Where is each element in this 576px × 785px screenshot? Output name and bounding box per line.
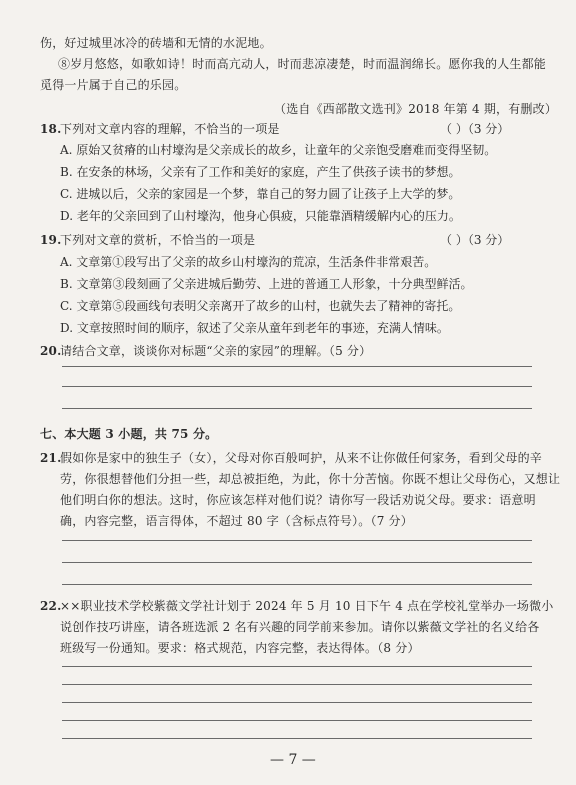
q19-number: 19. [40, 233, 62, 247]
q22-answer-line[interactable] [62, 666, 532, 667]
page-number: — 7 — [270, 752, 316, 768]
passage-line-2: ⑧岁月悠悠，如歌如诗！时而高亢动人，时而悲凉凄楚，时而温润绵长。愿你我的人生都能 [58, 57, 547, 71]
passage-line-1: 伤，好过城里冰冷的砖墙和无情的水泥地。 [40, 36, 272, 50]
q18-stem: 下列对文章内容的理解，不恰当的一项是 [60, 122, 280, 136]
passage-line-3: 觅得一片属于自己的乐园。 [40, 78, 187, 92]
section-7-title: 七、本大题 3 小题，共 75 分。 [40, 427, 218, 441]
q21-line-3: 他们明白你的想法。这时，你应该怎样对他们说？请你写一段话劝说父母。要求：语意明 [60, 493, 536, 507]
q19-option-c: C. 文章第⑤段画线句表明父亲离开了故乡的山村，也就失去了精神的寄托。 [60, 299, 461, 313]
q22-line-3: 班级写一份通知。要求：格式规范，内容完整，表达得体。（8 分） [60, 641, 420, 655]
q21-number: 21. [40, 451, 62, 465]
q21-line-1: 假如你是家中的独生子（女），父母对你百般呵护，从来不让你做任何家务，看到父母的辛 [60, 451, 543, 465]
q22-answer-line[interactable] [62, 738, 532, 739]
q22-answer-line[interactable] [62, 720, 532, 721]
q21-line-2: 劳，你很想替他们分担一些，却总被拒绝，为此，你十分苦恼。你既不想让父母伤心，又想让 [60, 472, 561, 486]
q20-answer-line[interactable] [62, 366, 532, 367]
q20-stem: 请结合文章，谈谈你对标题“父亲的家园”的理解。（5 分） [60, 344, 372, 358]
q18-option-d: D. 老年的父亲回到了山村壕沟，他身心俱疲，只能靠酒精缓解内心的压力。 [60, 209, 461, 223]
q22-answer-line[interactable] [62, 702, 532, 703]
q19-answer-bracket[interactable]: （ ）（3 分） [440, 233, 510, 247]
q18-number: 18. [40, 122, 62, 136]
passage-source: （选自《西部散文选刊》2018 年第 4 期，有删改） [274, 102, 558, 116]
q18-answer-bracket[interactable]: （ ）（3 分） [440, 122, 510, 136]
q22-answer-line[interactable] [62, 684, 532, 685]
q20-answer-line[interactable] [62, 408, 532, 409]
q19-option-a: A. 文章第①段写出了父亲的故乡山村壕沟的荒凉，生活条件非常艰苦。 [60, 255, 437, 269]
q21-line-4: 确，内容完整，语言得体，不超过 80 字（含标点符号）。（7 分） [60, 514, 413, 528]
q22-number: 22. [40, 599, 62, 613]
q22-line-1: ××职业技术学校紫薇文学社计划于 2024 年 5 月 10 日下午 4 点在学校礼堂举办一场微小 [60, 599, 554, 613]
q18-option-b: B. 在安条的林场，父亲有了工作和美好的家庭，产生了供孩子读书的梦想。 [60, 165, 461, 179]
q19-option-d: D. 文章按照时间的顺序，叙述了父亲从童年到老年的事迹，充满人情味。 [60, 321, 449, 335]
q18-option-a: A. 原始又贫瘠的山村壕沟是父亲成长的故乡，让童年的父亲饱受磨难而变得坚韧。 [60, 143, 497, 157]
q21-answer-line[interactable] [62, 584, 532, 585]
q18-option-c: C. 进城以后，父亲的家园是一个梦，靠自己的努力圆了让孩子上大学的梦。 [60, 187, 461, 201]
q22-line-2: 说创作技巧讲座，请各班选派 2 名有兴趣的同学前来参加。请你以紫薇文学社的名义给各 [60, 620, 540, 634]
q19-option-b: B. 文章第③段刻画了父亲进城后勤劳、上进的普通工人形象，十分典型鲜活。 [60, 277, 473, 291]
q20-answer-line[interactable] [62, 386, 532, 387]
q21-answer-line[interactable] [62, 562, 532, 563]
q20-number: 20. [40, 344, 62, 358]
q21-answer-line[interactable] [62, 540, 532, 541]
q19-stem: 下列对文章的赏析，不恰当的一项是 [60, 233, 256, 247]
